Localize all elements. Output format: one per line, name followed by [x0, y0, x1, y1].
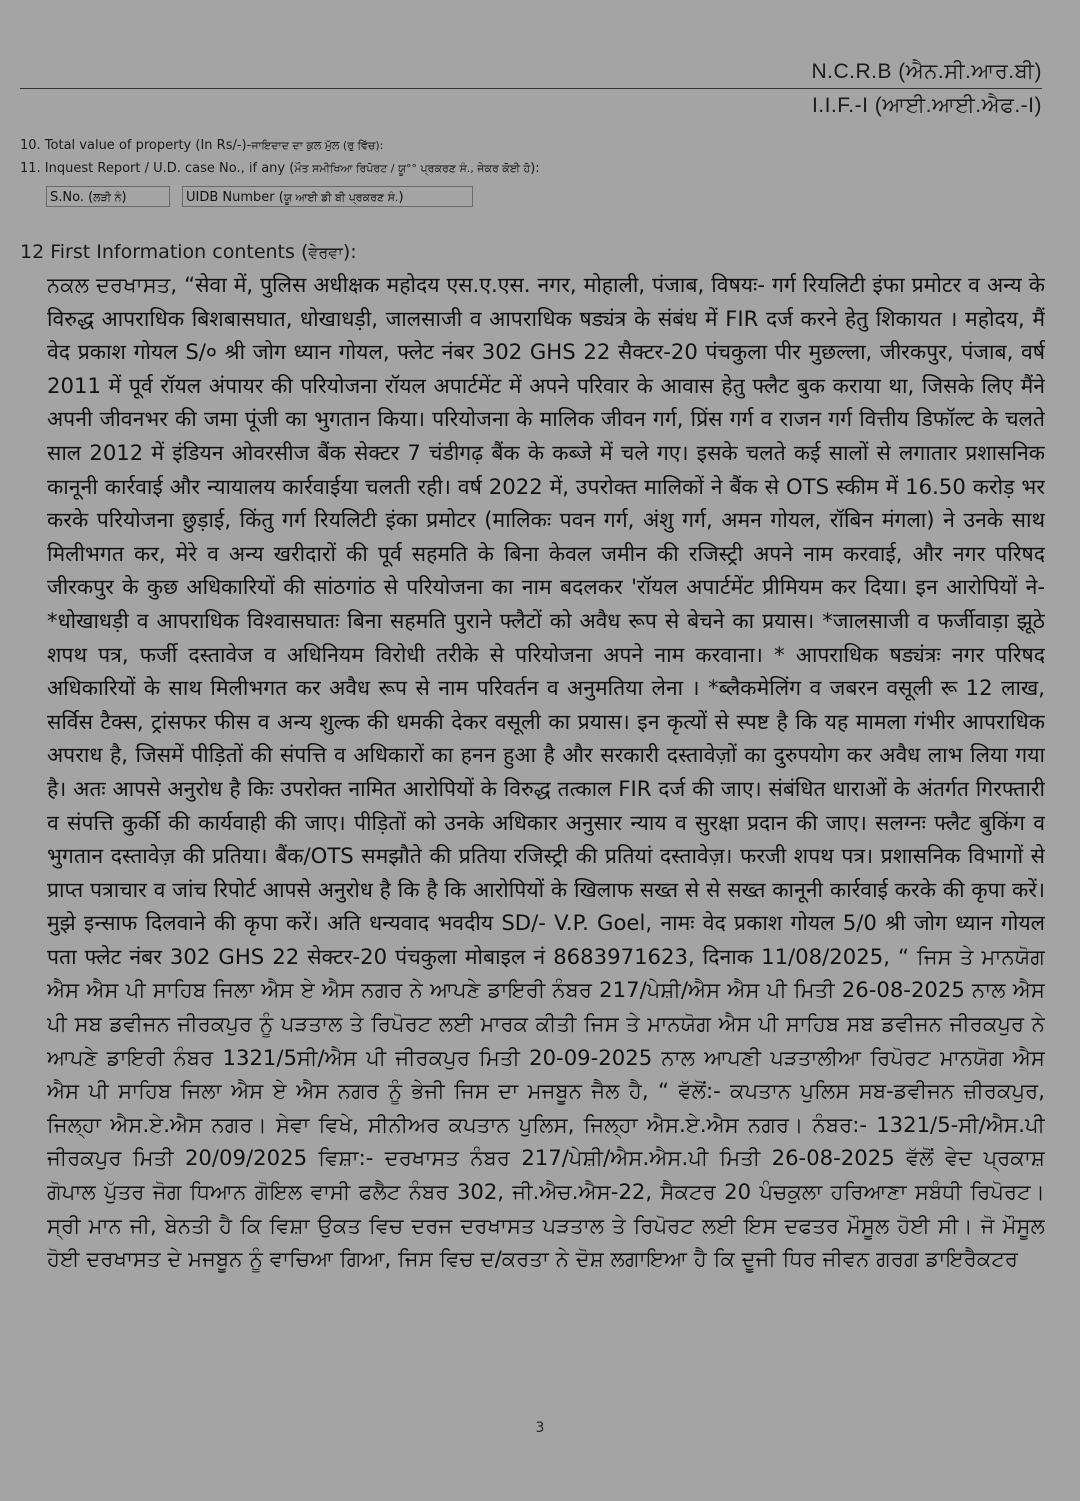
sno-label-en: S.No. (: [50, 190, 94, 205]
section-12-heading: [20, 241, 357, 263]
uidb-label-pa: ਯੂ ਆਈ ਡੀ ਬੀ ਪ੍ਰਕਰਣ ਸੰ.: [283, 191, 399, 204]
section-12-label-pa: ਵੇਰਵਾ: [308, 243, 343, 262]
field-label-en: 11. Inquest Report / U.D. case No., if any (: [20, 161, 295, 176]
field-inquest-report: [20, 161, 540, 176]
field-label-en: 10. Total value of property (In Rs/-)-: [20, 138, 252, 153]
field-label-pa: ਮੌਤ ਸਮੀਖਿਆ ਰਿਪੋਰਟ / ਯੂ°° ਪ੍ਰਕਰਣ ਸੰ., ਜੇਕਰ ਕੋਈ ਹੋ: [294, 162, 531, 175]
section-12-label-end: ):: [342, 241, 357, 263]
field-label-end: ):: [530, 161, 540, 176]
sno-label-pa: ਲੜੀ ਨੰ: [93, 191, 122, 204]
serial-number-box: [46, 186, 170, 207]
page-number: 3: [535, 1420, 545, 1436]
ncrb-header: N.C.R.B (ਐਨ.ਸੀ.ਆਰ.ਬੀ): [811, 60, 1042, 83]
iif-header: I.I.F.-I (ਆਈ.ਆਈ.ਐਫ.-I): [811, 94, 1042, 117]
uidb-number-box: [182, 186, 473, 207]
first-information-body: ਨਕਲ ਦਰਖਾਸਤ, “सेवा में, पुलिस अधीक्षक महोदय एस.ए.एस. नगर, मोहाली, पंजाब, विषयः- गर्ग रियलिटी इंफा प्रमोटर व अन्य के विरुद्ध आपराधिक बिशबासघात, धोखाधड़ी, जालसाजी व आपराधिक षड्यंत्र के संबंध में FIR दर्ज करने हेतु शिकायत । महोदय, मैं वेद प्रकाश गोयल S/० श्री जोग ध्यान गोयल, फ्लेट नंबर 302 GHS 22 सैक्टर-20 पंचकुला पीर मुछल्ला, जीरकपुर, पंजाब, वर्ष 2011 में पूर्व रॉयल अंपायर की परियोजना रॉयल अपार्टमेंट में अपने परिवार के आवास हेतु फ्लैट बुक कराया था, जिसके लिए मैंने अपनी जीवनभर की जमा पूंजी का भुगतान किया। परियोजना के मालिक जीवन गर्ग, प्रिंस गर्ग व राजन गर्ग वित्तीय डिफॉल्ट के चलते साल 2012 में इंडियन ओवरसीज बैंक सेक्टर 7 चंडीगढ़ बैंक के कब्जे में चले गए। इसके चलते कई सालों से लगातार प्रशासनिक कानूनी कार्रवाई और न्यायालय कार्रवाईया चलती रही। वर्ष 2022 में, उपरोक्त मालिकों ने बैंक से OTS स्कीम में 16.50 करोड़ भर करके परियोजना छुड़ाई, किंतु गर्ग रियलिटी इंका प्रमोटर (मालिकः पवन गर्ग, अंशु गर्ग, अमन गोयल, रॉबिन मंगला) ने उनके साथ मिलीभगत कर, मेरे व अन्य खरीदारों की पूर्व सहमति के बिना केवल जमीन की रजिस्ट्री अपने नाम करवाई, और नगर परिषद जीरकपुर के कुछ अधिकारियों की सांठगांठ से परियोजना का नाम बदलकर 'रॉयल अपार्टमेंट प्रीमियम कर दिया। इन आरोपियों ने- *धोखाधड़ी व आपराधिक विश्वासघातः बिना सहमति पुराने फ्लैटों को अवैध रूप से बेचने का प्रयास। *जालसाजी व फर्जीवाड़ा झूठे शपथ पत्र, फर्जी दस्तावेज व अधिनियम विरोधी तरीके से परियोजना अपने नाम करवाना। * आपराधिक षड्यंत्रः नगर परिषद अधिकारियों के साथ मिलीभगत कर अवैध रूप से नाम परिवर्तन व अनुमतिया लेना । *ब्लैकमेलिंग व जबरन वसूली रू 12 लाख, सर्विस टैक्स, ट्रांसफर फीस व अन्य शुल्क की धमकी देकर वसूली का प्रयास। इन कृत्यों से स्पष्ट है कि यह मामला गंभीर आपराधिक अपराध है, जिसमें पीड़ितों की संपत्ति व अधिकारों का हनन हुआ है और सरकारी दस्तावेज़ों का दुरुपयोग कर अवैध लाभ लिया गया है। अतः आपसे अनुरोध है किः उपरोक्त नामित आरोपियों के विरुद्ध तत्काल FIR दर्ज की जाए। संबंधित धाराओं के अंतर्गत गिरफ्तारी व संपत्ति कुर्की की कार्यवाही की जाए। पीड़ितों को उनके अधिकार अनुसार न्याय व सुरक्षा प्रदान की जाए। सलग्नः फ्लैट बुकिंग व भुगतान दस्तावेज़ की प्रतिया। बैंक/OTS समझौते की प्रतिया रजिस्ट्री की प्रतियां दस्तावेज़। फरजी शपथ पत्र। प्रशासनिक विभागों से प्राप्त पत्राचार व जांच रिपोर्ट आपसे अनुरोध है कि है कि आरोपियों के खिलाफ सख्त से से सख्त कानूनी कार्रवाई करके की कृपा करें। मुझे इन्साफ दिलवाने की कृपा करें। अति धन्यवाद भवदीय SD/- V.P. Goel, नामः वेद प्रकाश गोयल 5/0 श्री जोग ध्यान गोयल पता फ्लेट नंबर 302 GHS 22 सेक्टर-20 पंचकुला मोबाइल नं 8683971623, दिनाक 11/08/2025, “ ਜਿਸ ਤੇ ਮਾਨਯੋਗ ਐਸ ਐਸ ਪੀ ਸਾਹਿਬ ਜਿਲਾ ਐਸ ਏ ਐਸ ਨਗਰ ਨੇ ਆਪਣੇ ਡਾਇਰੀ ਨੰਬਰ 217/ਪੇਸ਼ੀ/ਐਸ ਐਸ ਪੀ ਮਿਤੀ 26-08-2025 ਨਾਲ ਐਸ ਪੀ ਸਬ ਡਵੀਜਨ ਜੀਰਕਪੁਰ ਨੂੰ ਪੜਤਾਲ ਤੇ ਰਿਪੋਰਟ ਲਈ ਮਾਰਕ ਕੀਤੀ ਜਿਸ ਤੇ ਮਾਨਯੋਗ ਐਸ ਪੀ ਸਾਹਿਬ ਸਬ ਡਵੀਜਨ ਜੀਰਕਪੁਰ ਨੇ ਆਪਣੇ ਡਾਇਰੀ ਨੰਬਰ 1321/5ਸੀ/ਐਸ ਪੀ ਜੀਰਕਪੁਰ ਮਿਤੀ 20-09-2025 ਨਾਲ ਆਪਣੀ ਪੜਤਾਲੀਆ ਰਿਪੋਰਟ ਮਾਨਯੋਗ ਐਸ ਐਸ ਪੀ ਸਾਹਿਬ ਜਿਲਾ ਐਸ ਏ ਐਸ ਨਗਰ ਨੂੰ ਭੇਜੀ ਜਿਸ ਦਾ ਮਜਬੂਨ ਜੈਲ ਹੈ, “ ਵੱਲੋਂ:- ਕਪਤਾਨ ਪੁਲਿਸ ਸਬ-ਡਵੀਜਨ ਜ਼ੀਰਕਪੁਰ, ਜਿਲ੍ਹਾ ਐਸ.ਏ.ਐਸ ਨਗਰ। ਸੇਵਾ ਵਿਖੇ, ਸੀਨੀਅਰ ਕਪਤਾਨ ਪੁਲਿਸ, ਜਿਲ੍ਹਾ ਐਸ.ਏ.ਐਸ ਨਗਰ। ਨੰਬਰ:- 1321/5-ਸੀ/ਐਸ.ਪੀ ਜੀਰਕਪੁਰ ਮਿਤੀ 20/09/2025 ਵਿਸ਼ਾ:- ਦਰਖਾਸਤ ਨੰਬਰ 217/ਪੇਸ਼ੀ/ਐਸ.ਐਸ.ਪੀ ਮਿਤੀ 26-08-2025 ਵੱਲੋਂ ਵੇਦ ਪ੍ਰਕਾਸ਼ ਗੋਪਾਲ ਪੁੱਤਰ ਜੋਗ ਧਿਆਨ ਗੋਇਲ ਵਾਸੀ ਫਲੈਟ ਨੰਬਰ 302, ਜੀ.ਐਚ.ਐਸ-22, ਸੈਕਟਰ 20 ਪੰਚਕੁਲਾ ਹਰਿਆਣਾ ਸਬੰਧੀ ਰਿਪੋਰਟ। ਸ੍ਰੀ ਮਾਨ ਜੀ, ਬੇਨਤੀ ਹੈ ਕਿ ਵਿਸ਼ਾ ਉਕਤ ਵਿਚ ਦਰਜ ਦਰਖਾਸਤ ਪੜਤਾਲ ਤੇ ਰਿਪੋਰਟ ਲਈ ਇਸ ਦਫਤਰ ਮੌਸੂਲ ਹੋਈ ਸੀ। ਜੋ ਮੌਸੂਲ ਹੋਈ ਦਰਖਾਸਤ ਦੇ ਮਜਬੂਨ ਨੂੰ ਵਾਚਿਆ ਗਿਆ, ਜਿਸ ਵਿਚ ਦ/ਕਰਤਾ ਨੇ ਦੋਸ਼ ਲਗਾਇਆ ਹੈ ਕਿ ਦੂਜੀ ਧਿਰ ਜੀਵਨ ਗਰਗ ਡਾਇਰੈਕਟਰ: [47, 272, 1045, 1272]
field-total-property-value: [20, 138, 383, 153]
section-12-label: 12 First Information contents (: [20, 241, 309, 263]
sno-label-end: ): [121, 190, 127, 205]
header-divider: [20, 88, 1042, 89]
field-label-pa: ਜਾਇਦਾਦ ਦਾ ਕੁਲ ਮੁੱਲ (ਰੁ ਵਿੱਚ):: [251, 139, 384, 152]
uidb-label-en: UIDB Number (: [186, 190, 284, 205]
uidb-label-end: ): [398, 190, 404, 205]
